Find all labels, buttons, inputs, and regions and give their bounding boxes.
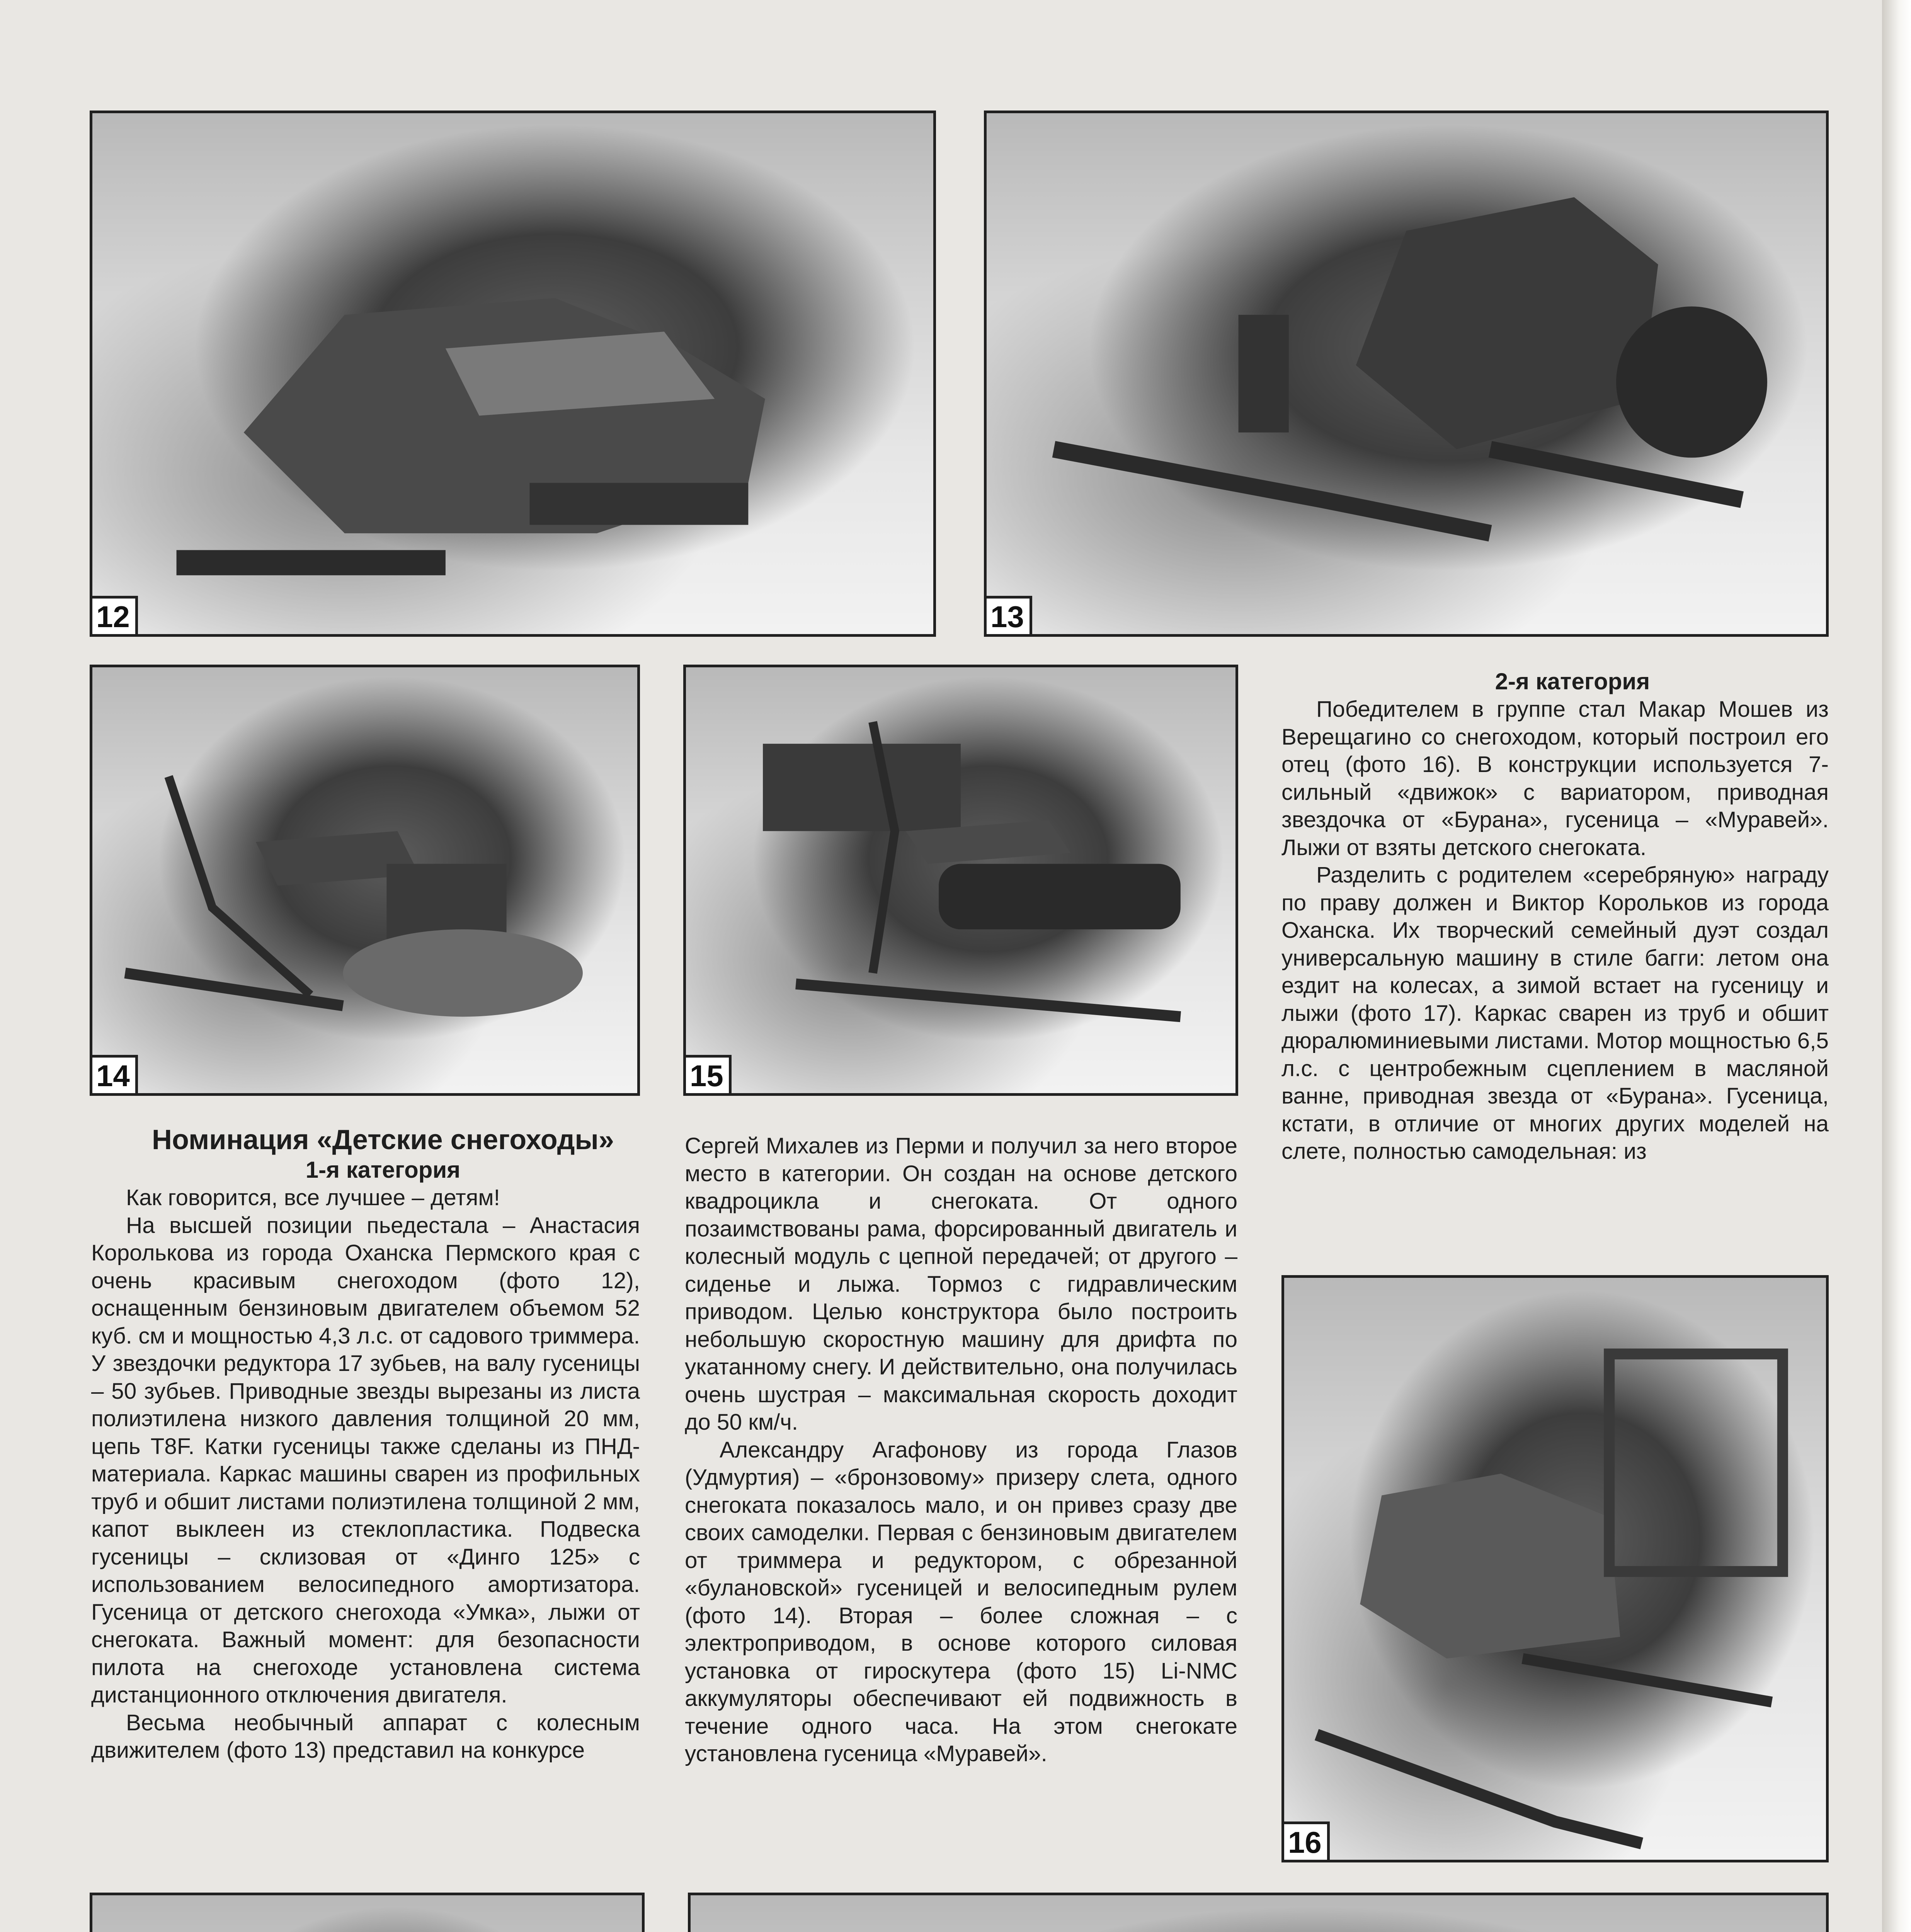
photo-number: 15 bbox=[686, 1055, 732, 1093]
paragraph: Победителем в группе стал Макар Мошев из Верещагино со снегоходом, который построил его отец (фото 16). В конструкции используется 7-сильный «движок» с вариатором, приводная звездочка от «Бурана», гусеница – «Муравей». Лыжи от взяты детского снегоката. bbox=[1281, 697, 1829, 860]
paragraph: Александру Агафонову из города Глазов (Удмуртия) – «бронзовому» призеру слета, одного снегоката показалось мало, и он привез сразу две своих самоделки. Первая с бензиновым двигателем от триммера и редуктором, с обрезанной «булановской» гусеницей и велосипедным рулем (фото 14). Вторая – более сложная – с электроприводом, в основе которого силовая установка от гироскутера (фото 15) Li-NMC аккумуляторы обеспечивают ей подвижность в течение одного часа. На этом снегокате установлена гусеница «Муравей». bbox=[685, 1437, 1237, 1766]
photo-number: 13 bbox=[987, 596, 1032, 634]
paragraph: Разделить с родителем «серебряную» награду по праву должен и Виктор Корольков из города Оханска. Их творческий семейный дуэт создал универсальную машину в стиле багги: летом она ездит на колесах, а зимой встает на гусеницу и лыжи (фото 17). Каркас сварен из труб и обшит дюралюминиевыми листами. Мотор мощностью 6,5 л.с. с центробежным сцеплением в масляной ванне, приводная звезда от «Бурана». Гусеница, кстати, в отличие от многих других моделей на слете, полностью самодельная: из bbox=[1281, 862, 1829, 1164]
snowmobile-image bbox=[691, 1895, 1826, 1932]
photo-16 bbox=[1281, 1275, 1829, 1862]
snowmobile-image bbox=[92, 667, 637, 1093]
category-heading: 2-я категория bbox=[1495, 668, 1650, 694]
snowmobile-image bbox=[92, 113, 933, 634]
paragraph: Весьма необычный аппарат с колесным движителем (фото 13) представил на конкурсе bbox=[91, 1710, 640, 1763]
photo-number: 12 bbox=[92, 596, 138, 634]
snowmobile-image bbox=[686, 667, 1235, 1093]
snowmobile-image bbox=[987, 113, 1826, 634]
snowmobile-image bbox=[1284, 1278, 1826, 1860]
page-edge bbox=[1882, 0, 1911, 1932]
photo-14 bbox=[90, 665, 640, 1096]
left-column bbox=[91, 1124, 640, 1764]
photo-number: 16 bbox=[1284, 1821, 1330, 1860]
right-column bbox=[1281, 668, 1829, 1165]
photo-15 bbox=[683, 665, 1238, 1096]
photo-12 bbox=[90, 111, 936, 637]
paragraph: Как говорится, все лучшее – детям! bbox=[126, 1185, 500, 1210]
paragraph: На высшей позиции пьедестала – Анастасия Королькова из города Оханска Пермского края с очень красивым снегоходом (фото 12), оснащенным бензиновым двигателем объемом 52 куб. см и мощностью 4,3 л.с. от садового триммера. У звездочки редуктора 17 зубьев, на валу гусеницы – 50 зубьев. Приводные звезды вырезаны из листа полиэтилена низкого давления толщиной 20 мм, цепь T8F. Катки гусеницы также сделаны из ПНД-материала. Каркас машины сварен из профильных труб и обшит листами полиэтилена толщиной 2 мм, капот выклеен из стеклопластика. Подвеска гусеницы – склизовая от «Динго 125» с использованием велосипедного амортизатора. Гусеница от детского снегохода «Умка», лыжи от снегоката. Важный момент: для безопасности пилота на снегоходе установлена система дистанционного отключения двигателя. bbox=[91, 1213, 640, 1708]
middle-column bbox=[685, 1132, 1237, 1768]
section-heading: Номинация «Детские снегоходы» bbox=[152, 1124, 614, 1155]
paragraph: Сергей Михалев из Перми и получил за него второе место в категории. Он создан на основе детского квадроцикла и снегоката. От одного позаимствованы рама, форсированный двигатель и колесный модуль с цепной передачей; от другого – сиденье и лыжа. Тормоз с гидравлическим приводом. Целью конструктора было построить небольшую скоростную машину для дрифта по укатанному снегу. И действительно, она получилась очень шустрая – максимальная скорость доходит до 50 км/ч. bbox=[685, 1133, 1237, 1435]
photo-number: 14 bbox=[92, 1055, 138, 1093]
photo-17 bbox=[90, 1893, 645, 1932]
photo-18 bbox=[688, 1893, 1829, 1932]
category-heading: 1-я категория bbox=[305, 1157, 461, 1183]
photo-13 bbox=[984, 111, 1829, 637]
buggy-image bbox=[92, 1895, 642, 1932]
